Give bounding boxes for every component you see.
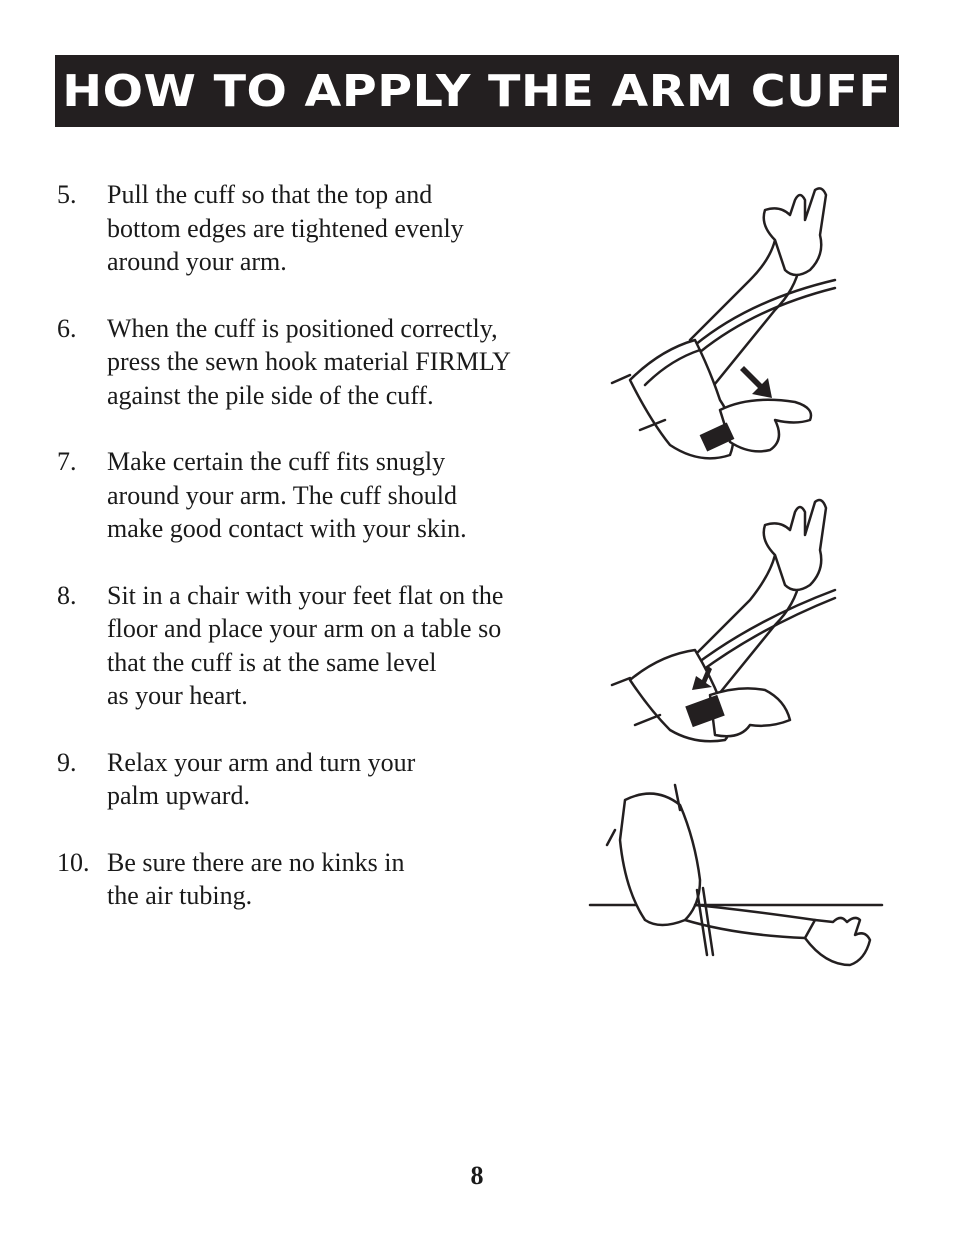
title-bar — [55, 55, 899, 127]
step-number: 9. — [57, 747, 77, 777]
page-title: HOW TO APPLY THE ARM CUFF — [62, 65, 892, 117]
step-text: When the cuff is positioned correctly, press the sewn hook material FIRMLY against the pile side of the cuff. — [107, 313, 511, 410]
step-text: Sit in a chair with your feet flat on the floor and place your arm on a table so that the cuff is at the same level as your heart. — [107, 580, 504, 710]
step-number: 6. — [57, 313, 77, 343]
arm-on-table-icon — [585, 780, 890, 990]
step-number: 8. — [57, 580, 77, 610]
list-item — [57, 445, 547, 546]
step-text: Pull the cuff so that the top and bottom edges are tightened evenly around your arm. — [107, 180, 464, 276]
step-text: Be sure there are no kinks in the air tubing. — [107, 847, 405, 910]
list-item — [57, 846, 547, 913]
page-number: 8 — [470, 1161, 484, 1190]
step-number: 10. — [57, 847, 90, 877]
instruction-list — [57, 178, 547, 946]
step-text: Relax your arm and turn your palm upward. — [107, 747, 416, 810]
arm-cuff-fasten-icon — [600, 490, 850, 750]
list-item — [57, 746, 547, 813]
arm-cuff-tighten-icon — [600, 180, 850, 470]
step-text: Make certain the cuff fits snugly around your arm. The cuff should make good contact with your skin. — [107, 447, 467, 543]
step-number: 7. — [57, 447, 77, 476]
list-item — [57, 579, 547, 713]
step-number: 5. — [57, 180, 77, 209]
list-item — [57, 312, 547, 413]
list-item — [57, 178, 547, 279]
